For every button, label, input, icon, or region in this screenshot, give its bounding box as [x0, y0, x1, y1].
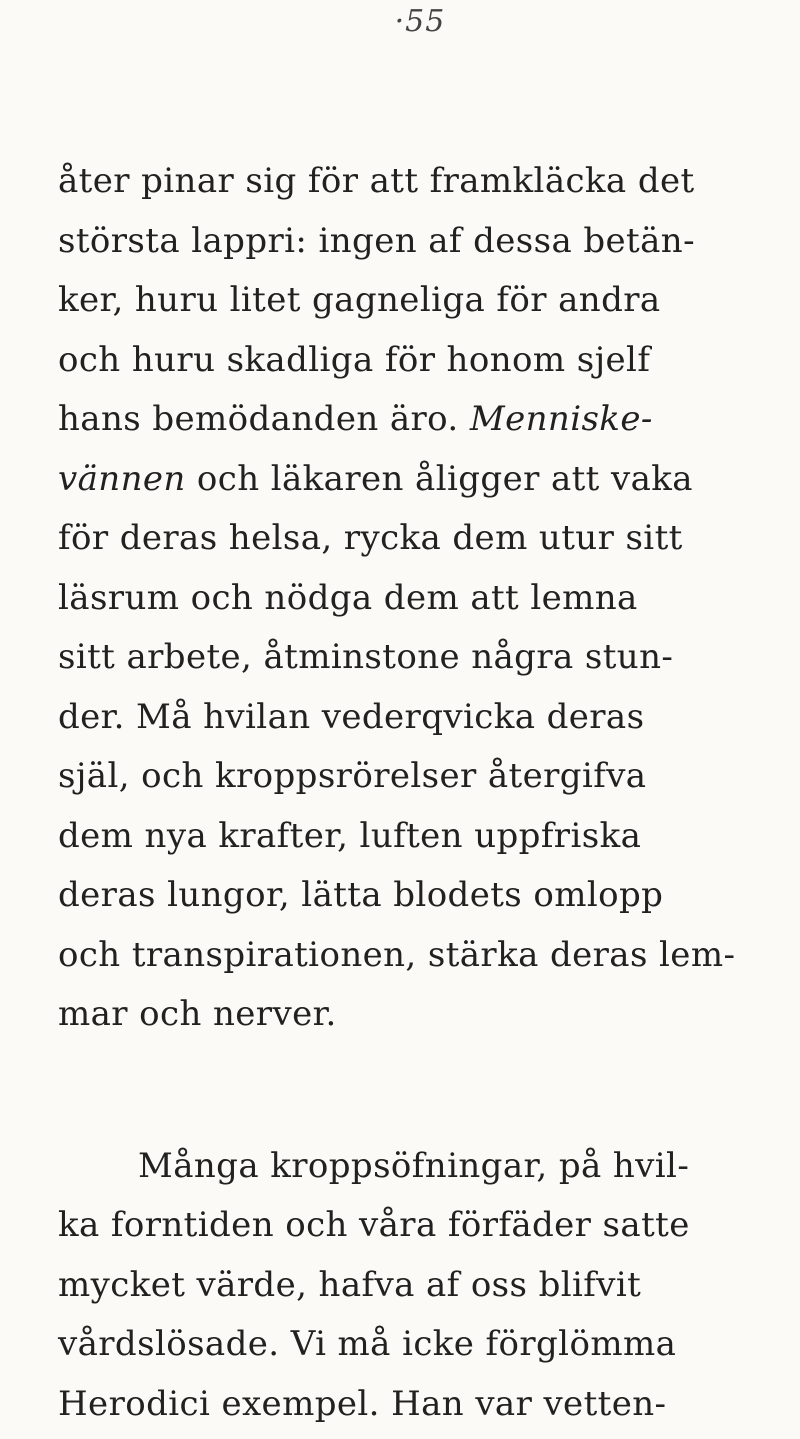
text-line: läsrum och nödga dem att lemna [58, 577, 638, 618]
italic-term: vännen [58, 458, 186, 499]
text-line: sitt arbete, åtminstone några stun- [58, 637, 674, 677]
text-line: hans bemödanden äro. Menniske- [58, 399, 653, 439]
text-line: ker, huru litet gagneliga för andra [58, 280, 661, 320]
text-line: Många kroppsöfningar, på hvil- [138, 1145, 690, 1186]
page-number-value: 55 [405, 4, 446, 39]
paragraph-2 [58, 1137, 758, 1435]
paragraph-1 [58, 152, 758, 1045]
text-line: Herodici exempel. Han var vetten- [58, 1383, 667, 1424]
italic-term: Menniske- [469, 399, 653, 439]
text-line: mycket värde, hafva af oss blifvit [58, 1264, 642, 1305]
text-line: för deras helsa, rycka dem utur sitt [58, 518, 683, 558]
text-line: åter pinar sig för att framkläcka det [58, 161, 695, 201]
text-line: och transpirationen, stärka deras lem- [58, 934, 736, 975]
text-body [58, 152, 758, 1434]
paragraph-gap [58, 1045, 758, 1137]
text-line: der. Må hvilan vederqvicka deras [58, 696, 645, 737]
text-line: vårdslösade. Vi må icke förglömma [58, 1324, 677, 1364]
text-line: största lappri: ingen af dessa betän- [58, 220, 695, 261]
text-line: dem nya krafter, luften uppfriska [58, 815, 642, 856]
text-line: mar och nerver. [58, 994, 337, 1034]
text-line: ka forntiden och våra förfäder satte [58, 1205, 690, 1245]
page-number: ·55 [394, 4, 446, 39]
text-line: själ, och kroppsrörelser återgifva [58, 756, 647, 796]
text-line: och huru skadliga för honom sjelf [58, 339, 651, 380]
text-line: deras lungor, lätta blodets omlopp [58, 875, 664, 915]
text-line: vännen och läkaren åligger att vaka [58, 458, 693, 499]
